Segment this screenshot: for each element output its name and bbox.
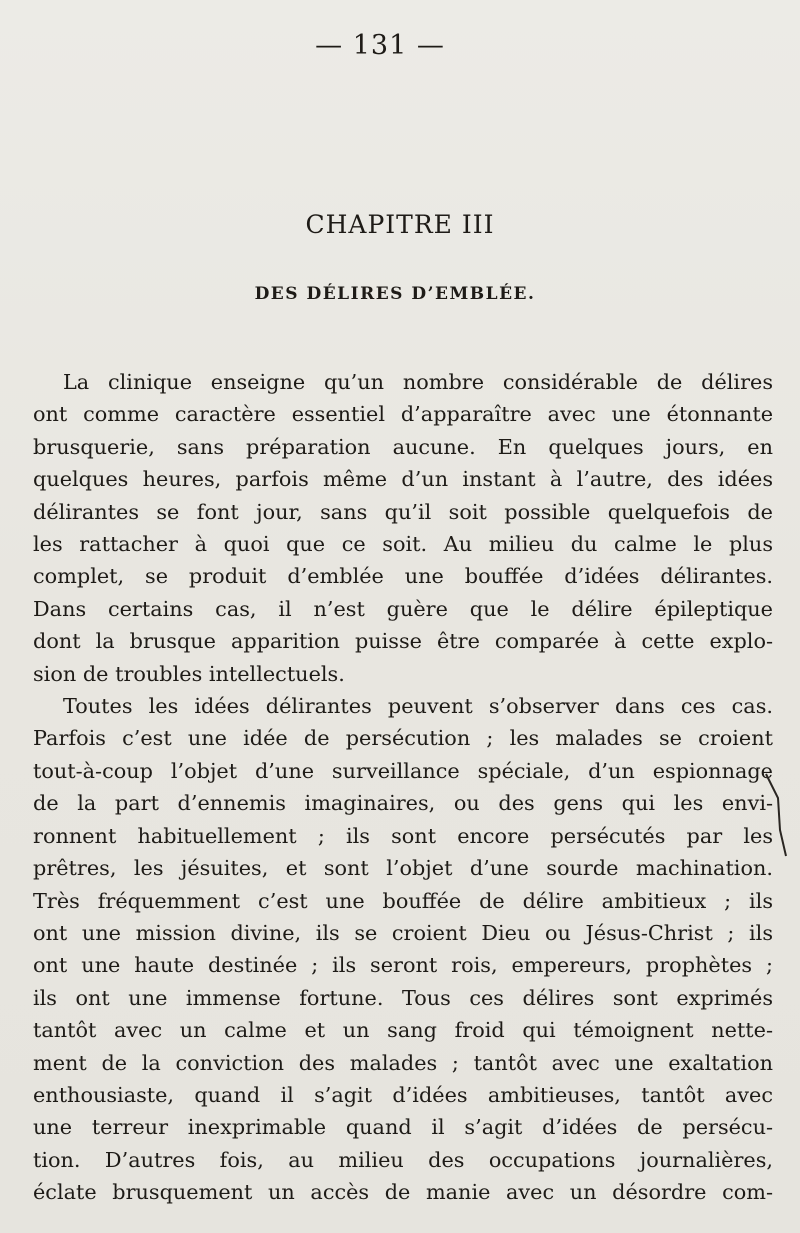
text-line: Dans certains cas, il n’est guère que le délire épileptique	[33, 596, 773, 621]
text-line: tion. D’autres fois, au milieu des occupations journalières,	[33, 1147, 773, 1172]
text-line: Très fréquemment c’est une bouffée de délire ambitieux ; ils	[33, 888, 773, 913]
chapter-title: CHAPITRE III	[305, 210, 495, 239]
text-line: ont une mission divine, ils se croient Dieu ou Jésus-Christ ; ils	[33, 920, 773, 945]
text-line: tout-à-coup l’objet d’une surveillance spéciale, d’un espionnage	[33, 758, 773, 783]
section-title: DES DÉLIRES D’EMBLÉE.	[254, 284, 536, 304]
text-line: complet, se produit d’emblée une bouffée d’idées délirantes.	[33, 564, 773, 589]
text-line: brusquerie, sans préparation aucune. En quelques jours, en	[33, 434, 773, 459]
text-line: Parfois c’est une idée de persécution ; les malades se croient	[33, 726, 773, 751]
text-line: sion de troubles intellectuels.	[33, 661, 345, 686]
text-line: de la part d’ennemis imaginaires, ou des gens qui les envi-	[33, 791, 773, 816]
text-line: une terreur inexprimable quand il s’agit d’idées de persécu-	[33, 1115, 773, 1140]
text-line: quelques heures, parfois même d’un instant à l’autre, des idées	[33, 467, 773, 492]
text-line: Toutes les idées délirantes peuvent s’observer dans ces cas.	[63, 694, 773, 719]
text-line: dont la brusque apparition puisse être comparée à cette explo-	[33, 629, 773, 654]
text-line: La clinique enseigne qu’un nombre considérable de délires	[63, 370, 773, 394]
text-line: ont comme caractère essentiel d’apparaître avec une étonnante	[33, 402, 773, 427]
text-line: enthousiaste, quand il s’agit d’idées ambitieuses, tantôt avec	[33, 1082, 773, 1107]
page-number: — 131 —	[315, 30, 445, 61]
body-text	[33, 366, 773, 1209]
text-line: ils ont une immense fortune. Tous ces délires sont exprimés	[33, 985, 773, 1010]
text-line: ont une haute destinée ; ils seront rois, empereurs, prophètes ;	[33, 953, 773, 978]
margin-bracket-mark	[760, 770, 796, 860]
text-line: ronnent habituellement ; ils sont encore persécutés par les	[33, 823, 773, 848]
text-line: tantôt avec un calme et un sang froid qui témoignent nette-	[33, 1018, 773, 1043]
text-line: prêtres, les jésuites, et sont l’objet d’une sourde machination.	[33, 856, 773, 881]
text-line: les rattacher à quoi que ce soit. Au milieu du calme le plus	[33, 532, 773, 557]
text-line: ment de la conviction des malades ; tantôt avec une exaltation	[33, 1050, 773, 1075]
text-line: délirantes se font jour, sans qu’il soit possible quelquefois de	[33, 499, 773, 524]
text-line: éclate brusquement un accès de manie avec un désordre com-	[33, 1180, 773, 1205]
